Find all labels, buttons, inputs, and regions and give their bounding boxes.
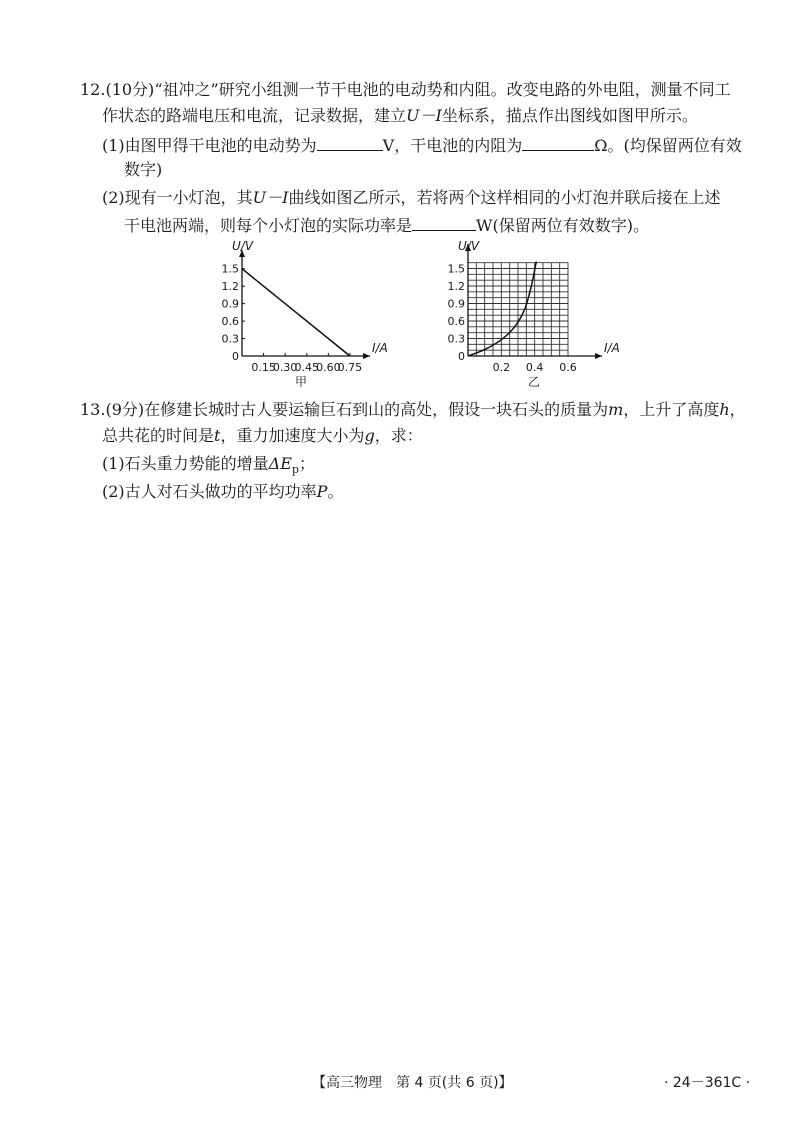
- y-tick-label: 1.5: [447, 262, 465, 276]
- y-tick-label: 0: [232, 350, 239, 363]
- q12-stem-text1: “祖冲之”研究小组测一节干电池的电动势和内阻。改变电路的外电阻，测量不同工: [154, 80, 731, 99]
- q13-part2-var: P: [316, 482, 328, 501]
- q12-part2-text-a: (2)现有一小灯泡，其: [102, 188, 253, 207]
- q13-part2: [102, 480, 343, 504]
- y-tick-label: 0.3: [221, 332, 239, 346]
- x-tick-label: 0.15: [251, 361, 276, 374]
- page-footer-code: · 24－361C ·: [664, 1075, 751, 1091]
- x-axis-label: I/A: [604, 341, 620, 355]
- chart-yi: [438, 236, 618, 394]
- y-tick-label: 1.2: [447, 280, 465, 293]
- q13-stem-text-c: ，: [729, 400, 746, 419]
- y-tick-label: 0.9: [447, 297, 465, 311]
- q13-stem-text-e: ，重力加速度大小为: [220, 426, 365, 445]
- q13-stem-line2: [102, 424, 423, 448]
- chart-title: 甲: [294, 375, 308, 389]
- q13-stem-text-b: ，上升了高度: [623, 400, 720, 419]
- q12-part2-line2: [124, 212, 649, 238]
- y-tick-label: 0: [458, 350, 465, 363]
- q12-part1-line2: [124, 158, 162, 182]
- q12-part2-line1: [102, 186, 721, 210]
- q12-number: 12.: [80, 80, 106, 99]
- q13-part2-text: (2)古人对石头做功的平均功率: [102, 482, 317, 501]
- x-tick-label: 0.75: [337, 361, 363, 374]
- q12-stem-line2: [102, 104, 698, 128]
- x-axis-arrow: [595, 353, 602, 359]
- q13-stem-line1: [80, 398, 746, 422]
- chart-jia: [196, 236, 386, 394]
- y-axis-label: U/V: [232, 239, 254, 253]
- q12-ui-var: U－I: [406, 106, 442, 125]
- q12-part2-ui-var: U－I: [252, 188, 289, 207]
- y-tick-label: 0.9: [221, 297, 239, 311]
- chart-title: 乙: [527, 375, 541, 389]
- lamp-power-answer-blank[interactable]: [412, 212, 476, 231]
- q12-part2-text-c: 干电池两端，则每个小灯泡的实际功率是: [124, 216, 413, 235]
- x-tick-label: 0.60: [316, 361, 341, 374]
- x-tick-label: 0.45: [294, 361, 320, 374]
- q12-stem-text2a: 作状态的路端电压和电流，记录数据，建立: [102, 106, 407, 125]
- y-tick-label: 0.6: [221, 315, 239, 329]
- x-axis-label: I/A: [372, 341, 388, 355]
- q13-part1-sub: p: [291, 463, 299, 477]
- x-tick-label: 0.2: [492, 361, 511, 374]
- q13-part1-var: ΔE: [268, 454, 292, 473]
- q13-stem-text-d: 总共花的时间是: [102, 426, 215, 445]
- internal-resistance-answer-blank[interactable]: [522, 132, 594, 151]
- y-tick-label: 0.6: [447, 315, 465, 328]
- y-tick-label: 1.2: [221, 280, 239, 294]
- x-tick-label: 0.30: [272, 361, 298, 374]
- x-axis-arrow: [363, 353, 370, 359]
- q13-stem-text-f: ，求：: [374, 426, 423, 445]
- q13-stem-text-a: 在修建长城时古人要运输巨石到山的高处，假设一块石头的质量为: [144, 400, 609, 419]
- q13-part1-text: (1)石头重力势能的增量: [102, 454, 269, 473]
- q12-part1-text-b: V，干电池的内阻为: [382, 136, 523, 155]
- q13-part1-end: ；: [298, 454, 315, 473]
- q12-stem-text2b: 坐标系，描点作出图线如图甲所示。: [441, 106, 698, 125]
- q13-number: 13.: [80, 400, 106, 419]
- x-tick-label: 0.6: [559, 361, 577, 374]
- series-line-U-I: [242, 269, 350, 356]
- q13-var-m: m: [608, 400, 624, 419]
- y-tick-label: 0.3: [447, 332, 465, 346]
- q13-var-h: h: [719, 400, 730, 419]
- q12-part1-text-a: (1)由图甲得干电池的电动势为: [102, 136, 317, 155]
- q13-points: (9分): [105, 400, 145, 419]
- y-tick-label: 1.5: [221, 262, 239, 276]
- q12-stem-line1: [80, 78, 731, 102]
- q12-part1-line1: [102, 132, 742, 158]
- q12-part2-text-b: 曲线如图乙所示，若将两个这样相同的小灯泡并联后接在上述: [288, 188, 721, 207]
- q13-part1: [102, 452, 315, 482]
- q12-points: (10分): [105, 80, 155, 99]
- q12-part2-text-d: W(保留两位有效数字)。: [476, 216, 649, 235]
- y-axis-label: U/V: [458, 239, 480, 253]
- emf-answer-blank[interactable]: [317, 132, 383, 151]
- q13-var-g: g: [364, 426, 375, 445]
- q12-part1-text-d: 数字): [124, 160, 163, 179]
- x-tick-label: 0.4: [525, 361, 544, 374]
- q13-var-t: t: [214, 426, 221, 445]
- q13-part2-end: 。: [327, 482, 344, 501]
- q12-part1-text-c: Ω。(均保留两位有效: [594, 136, 742, 155]
- page-footer-label: 【高三物理 第 4 页(共 6 页)】: [312, 1075, 513, 1091]
